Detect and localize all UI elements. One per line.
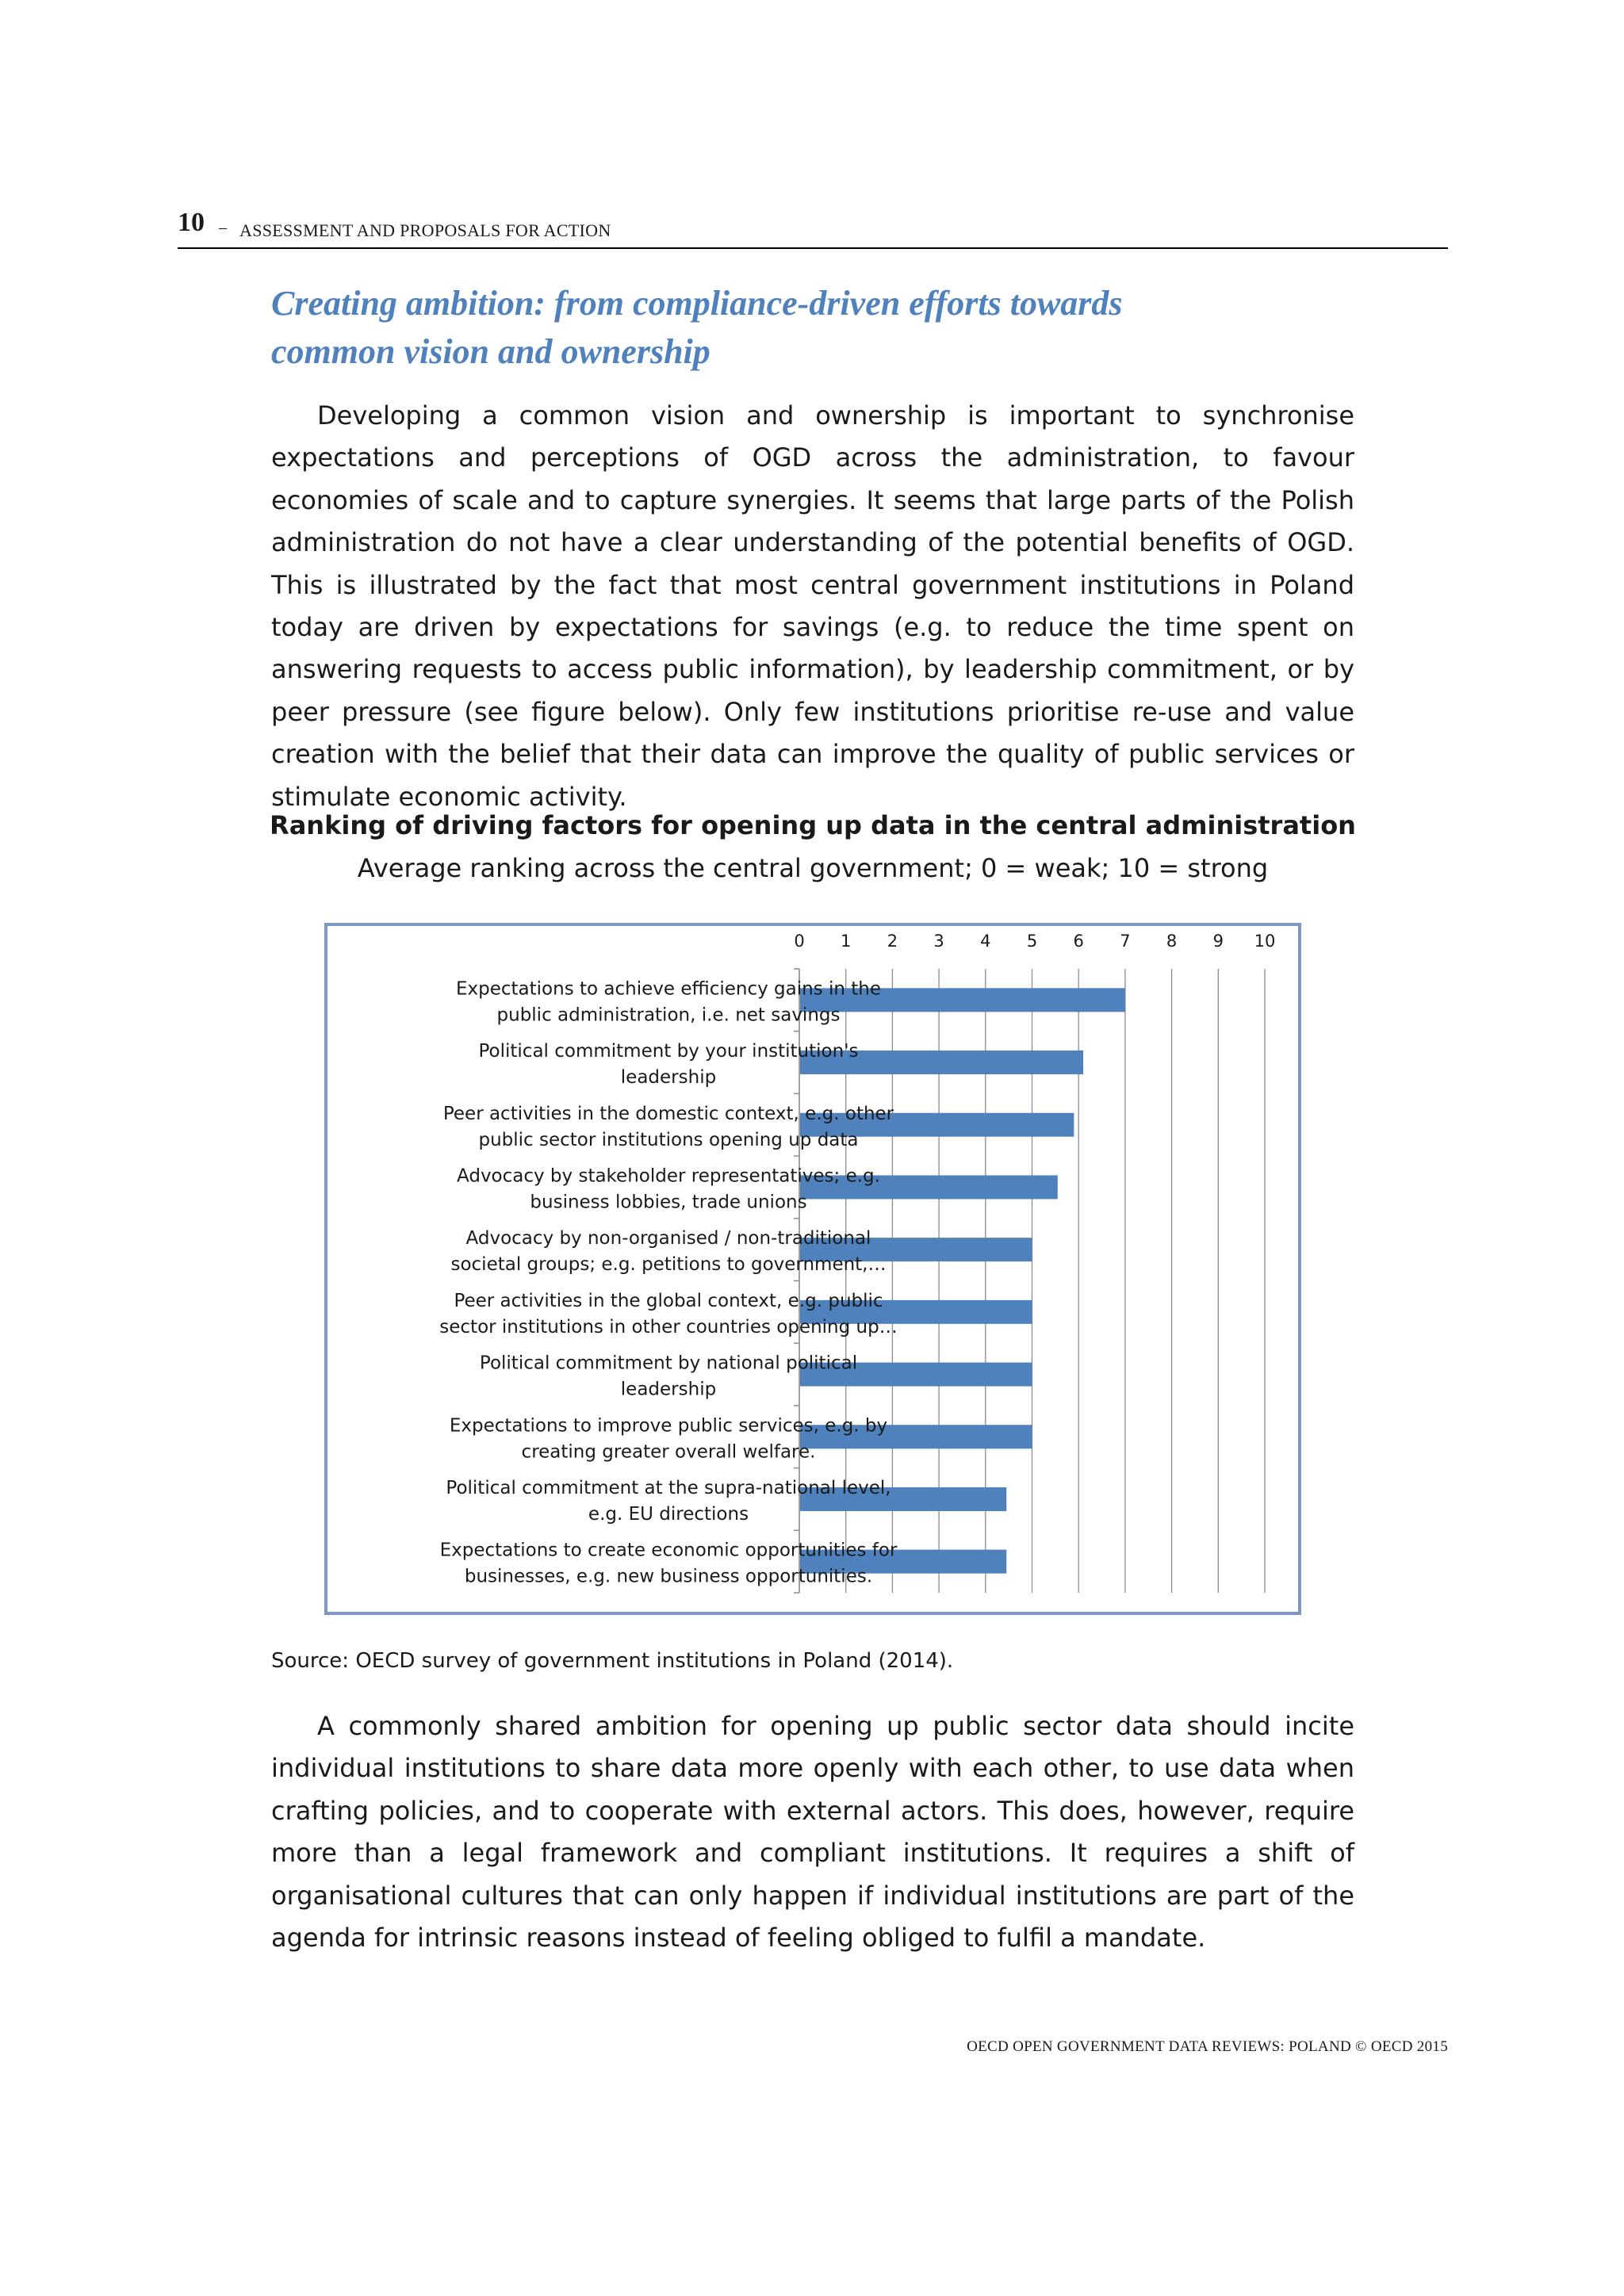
category-label: sector institutions in other countries opening up… bbox=[439, 1316, 898, 1337]
category-label: businesses, e.g. new business opportunities. bbox=[464, 1566, 873, 1587]
x-tick-label: 7 bbox=[1120, 932, 1131, 951]
body-paragraph-1: Developing a common vision and ownership is important to synchronise expectations and perceptions of OGD across the administration, to favour economies of scale and to capture synergies. It seems that large parts of the Polish administration do not have a clear understanding of the potential benefits of OGD. This is illustrated by the fact that most central government institutions in Poland today are driven by expectations for savings (e.g. to reduce the time spent on answering requests to access public information), by leadership commitment, or by peer pressure (see figure below). Only few institutions prioritise re-use and value creation with the belief that their data can improve the quality of public services or stimulate economic activity. bbox=[271, 400, 1354, 812]
category-label: Peer activities in the domestic context, e.g. other bbox=[442, 1103, 894, 1124]
category-label: creating greater overall welfare. bbox=[521, 1441, 816, 1463]
category-label: societal groups; e.g. petitions to government,… bbox=[450, 1254, 887, 1276]
section-title-line-1: Creating ambition: from compliance-driven efforts towards bbox=[271, 284, 1123, 323]
header-separator: – bbox=[219, 219, 227, 236]
x-tick-label: 4 bbox=[980, 932, 991, 951]
x-tick-label: 10 bbox=[1254, 932, 1276, 951]
category-label: e.g. EU directions bbox=[588, 1503, 749, 1525]
x-tick-label: 8 bbox=[1166, 932, 1178, 951]
bar-chart bbox=[324, 923, 1301, 1615]
category-label: Advocacy by non-organised / non-traditional bbox=[465, 1228, 871, 1249]
running-header bbox=[178, 208, 1448, 249]
x-tick-label: 3 bbox=[933, 932, 944, 951]
x-tick-label: 2 bbox=[887, 932, 898, 951]
category-label: Political commitment by your institution's bbox=[478, 1041, 859, 1062]
x-tick-label: 6 bbox=[1073, 932, 1084, 951]
figure-title: Ranking of driving factors for opening up data in the central administration bbox=[270, 810, 1356, 840]
category-label: leadership bbox=[620, 1379, 717, 1400]
category-label: Expectations to create economic opportunities for bbox=[439, 1540, 898, 1561]
category-label: Expectations to achieve efficiency gains in the bbox=[455, 978, 882, 1000]
category-label: Advocacy by stakeholder representatives; e.g. bbox=[457, 1165, 880, 1187]
page-footer: OECD OPEN GOVERNMENT DATA REVIEWS: POLAND © OECD 2015 bbox=[967, 2038, 1448, 2055]
category-label: public sector institutions opening up data bbox=[478, 1129, 859, 1150]
page-number: 10 bbox=[178, 208, 205, 237]
section-title bbox=[271, 279, 1381, 376]
category-label: Political commitment by national political bbox=[479, 1353, 858, 1374]
x-tick-label: 9 bbox=[1212, 932, 1224, 951]
x-tick-label: 1 bbox=[841, 932, 852, 951]
category-label: Political commitment at the supra-national level, bbox=[446, 1477, 891, 1498]
category-label: Expectations to improve public services, e.g. by bbox=[449, 1415, 888, 1437]
category-label: business lobbies, trade unions bbox=[530, 1192, 807, 1213]
category-label: leadership bbox=[620, 1067, 717, 1089]
running-title: ASSESSMENT AND PROPOSALS FOR ACTION bbox=[239, 220, 611, 240]
x-tick-label: 0 bbox=[794, 932, 805, 951]
x-tick-label: 5 bbox=[1026, 932, 1038, 951]
category-label: public administration, i.e. net savings bbox=[496, 1004, 841, 1026]
figure-source: Source: OECD survey of government institutions in Poland (2014). bbox=[271, 1649, 954, 1673]
figure-subtitle: Average ranking across the central government; 0 = weak; 10 = strong bbox=[357, 853, 1269, 883]
category-label: Peer activities in the global context, e.g. public bbox=[454, 1290, 883, 1311]
section-title-line-2: common vision and ownership bbox=[271, 332, 710, 371]
body-paragraph-2: A commonly shared ambition for opening up public sector data should incite individual institutions to share data more openly with each other, to use data when crafting policies, and to cooperate with external actors. This does, however, require more than a legal framework and compliant institutions. It requires a shift of organisational cultures that can only happen if individual institutions are part of the agenda for intrinsic reasons instead of feeling obliged to fulfil a mandate. bbox=[271, 1711, 1354, 1954]
